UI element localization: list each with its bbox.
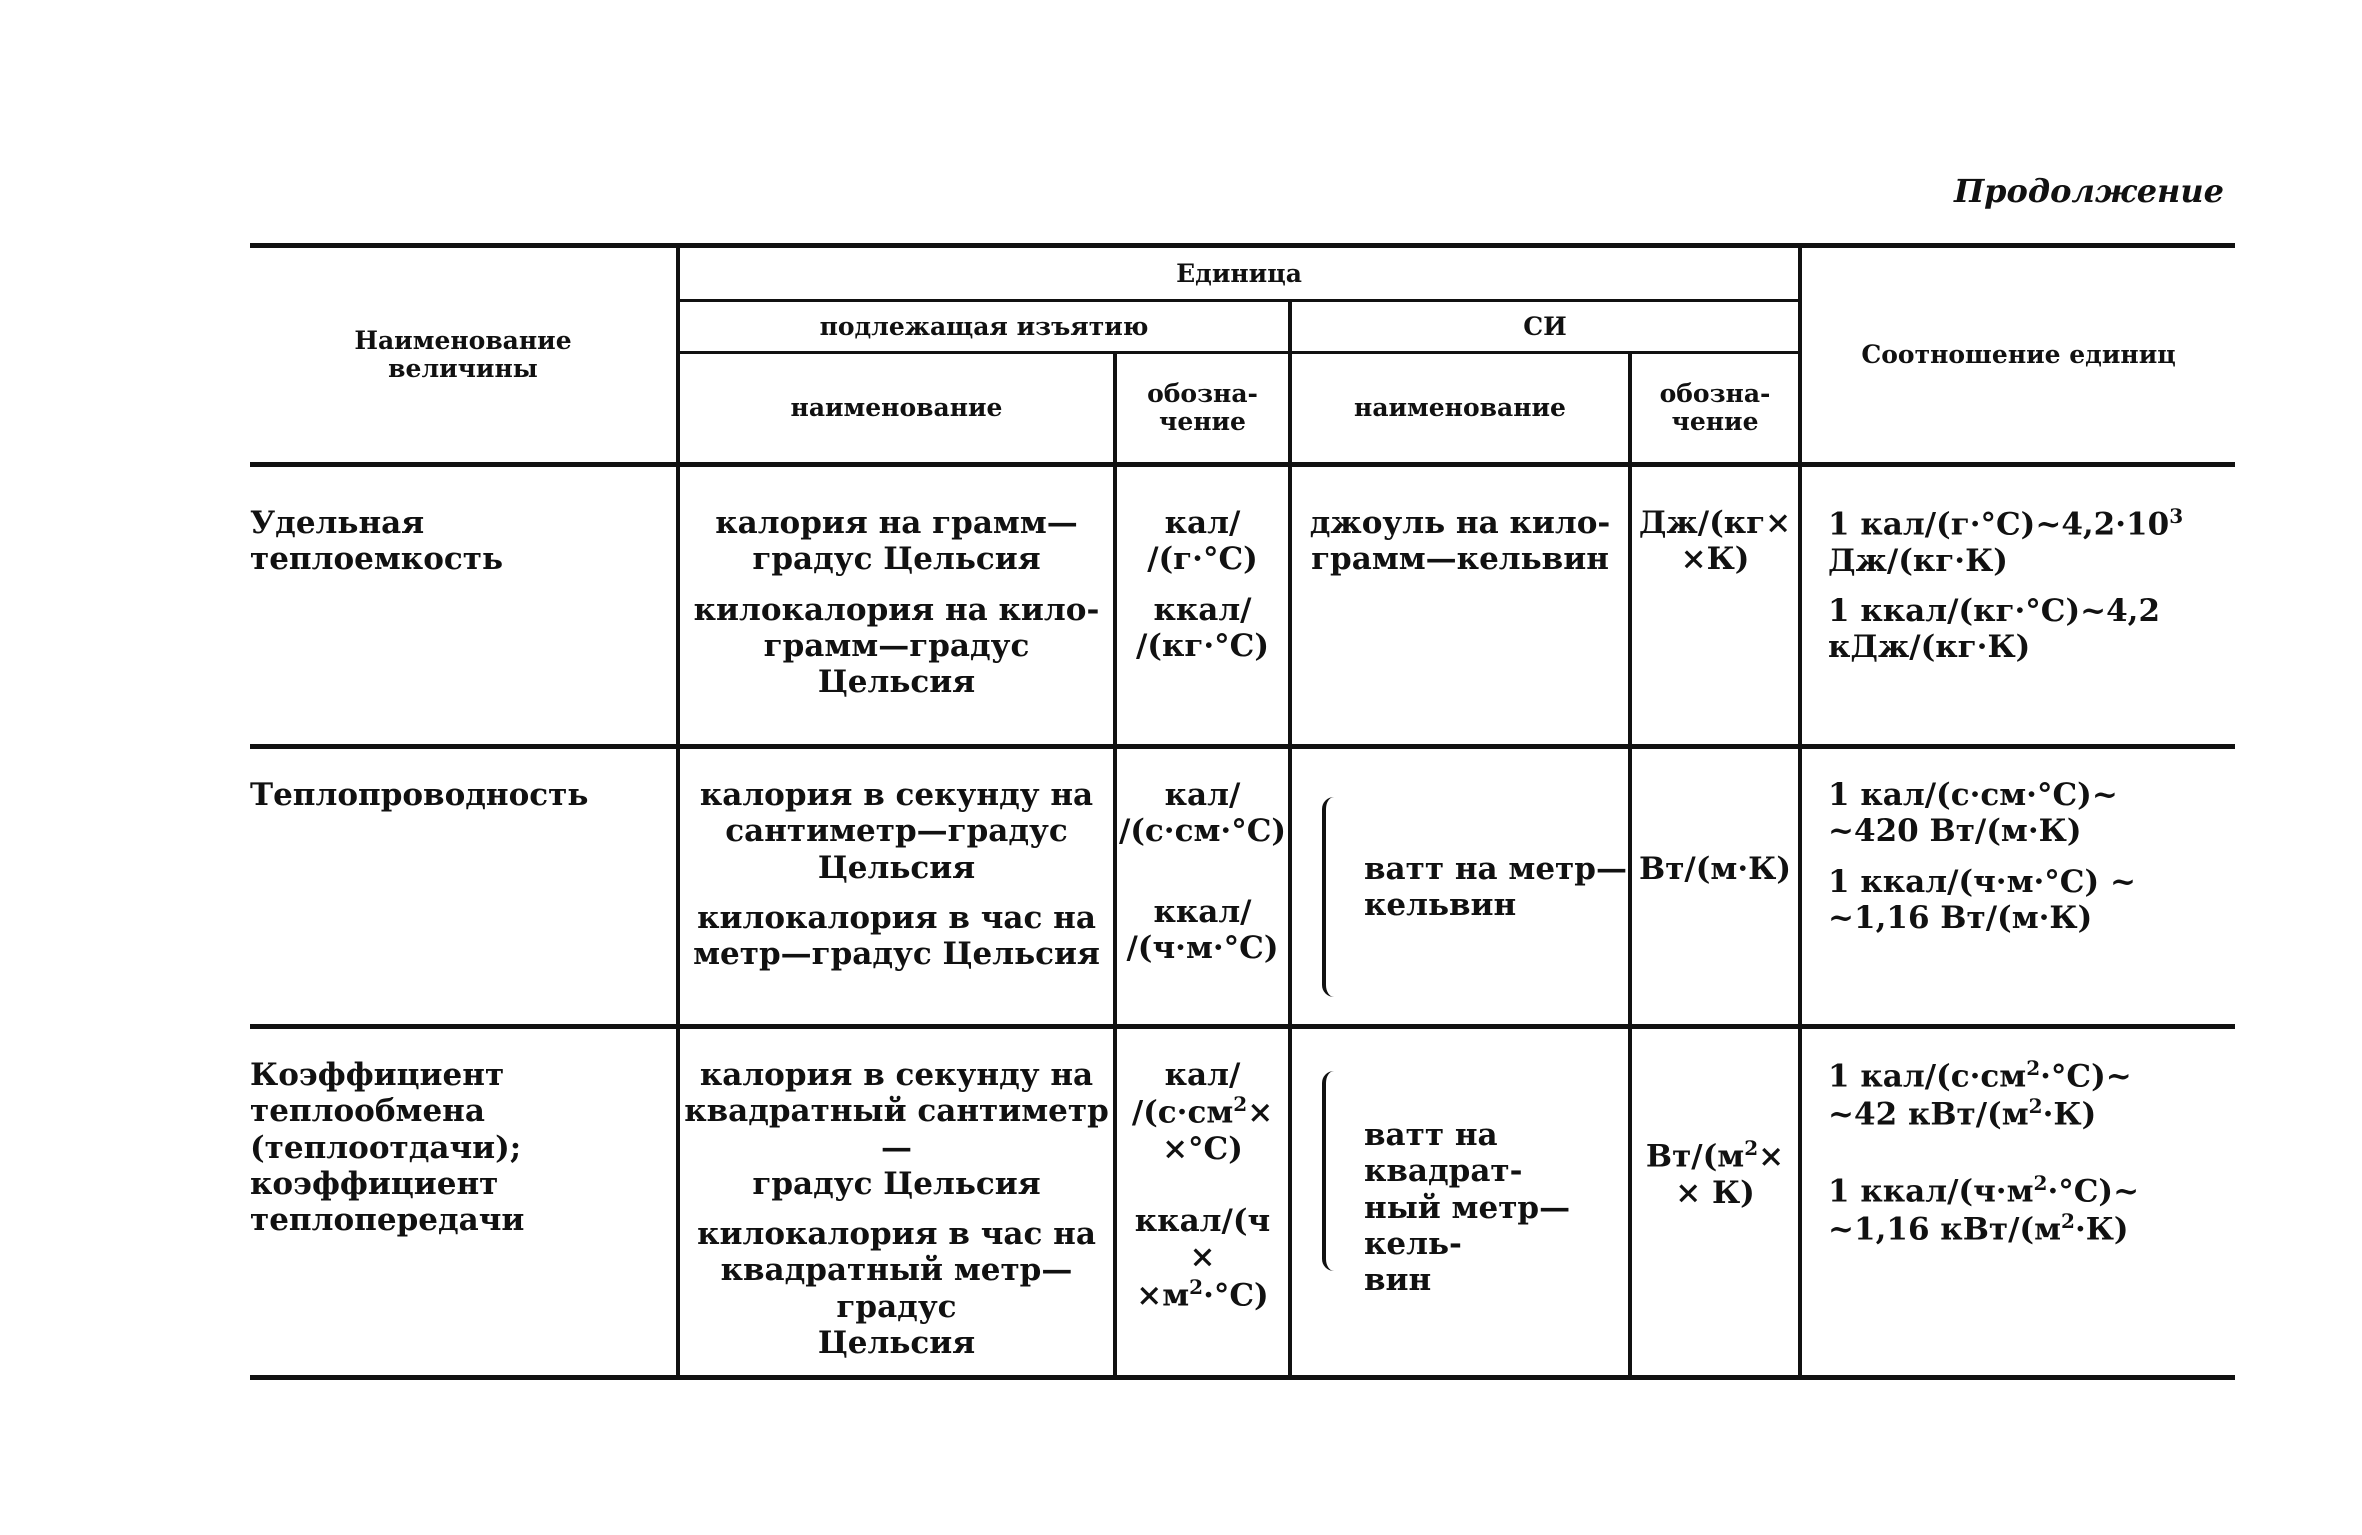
- quantity-name: Теплопроводность: [250, 747, 678, 1027]
- withdrawn-unit-symbols: кал/ $/(с\cdot см^2\times$ ×°С) ккал/(ч × $\times м^2\cdot^\circ С$): [1115, 1027, 1290, 1378]
- col-header-name: наименование: [678, 353, 1115, 465]
- si-unit-symbol: Дж/(кг× ×К): [1630, 465, 1800, 747]
- col-header-quantity: Наименование величины: [250, 246, 678, 465]
- withdrawn-unit-names: калория на грамм— градус Цельсия килокалория на кило- грамм—градус Цельсия: [678, 465, 1115, 747]
- withdrawn-unit-names: калория в секунду на сантиметр—градус Цельсия килокалория в час на метр—градус Цельсия: [678, 747, 1115, 1027]
- brace-icon: [1322, 797, 1342, 997]
- col-header-relation: Соотношение единиц: [1800, 246, 2235, 465]
- si-unit-symbol: Вт/(м·К): [1630, 747, 1800, 1027]
- quantity-name: Удельная теплоемкость: [250, 505, 503, 578]
- si-unit-name: джоуль на кило- грамм—кельвин: [1290, 465, 1630, 747]
- quantity-name: Коэффициент теплообмена (теплоотдачи); коэффициент теплопередачи: [250, 1027, 678, 1378]
- table-row: [250, 465, 2235, 747]
- brace-icon: [1322, 1071, 1342, 1271]
- si-unit-name: ватт на квадрат- ный метр—кель- вин: [1290, 1027, 1630, 1378]
- si-unit-name: ватт на метр— кельвин: [1290, 747, 1630, 1027]
- col-header-si: СИ: [1290, 301, 1800, 353]
- unit-relations: 1 кал/$(г\cdot^\circ С)\sim 4,2\cdot 10^3$ Дж/(кг·К) 1 ккал/(кг·°С)~4,2 кДж/(кг·К): [1800, 465, 2235, 747]
- col-header-si-name: наименование: [1290, 353, 1630, 465]
- unit-relations: 1 кал/(с·см·°С)~ ~420 Вт/(м·К) 1 ккал/(ч·м·°С) ~ ~1,16 Вт/(м·К): [1800, 747, 2235, 1027]
- units-table: [250, 243, 2235, 1380]
- col-header-si-symbol: обозна- чение: [1630, 353, 1800, 465]
- withdrawn-unit-names: калория в секунду на квадратный сантиметр— градус Цельсия килокалория в час на квадратный метр—градус Цельсия: [678, 1027, 1115, 1378]
- continuation-note: Продолжение: [1953, 172, 2224, 210]
- withdrawn-unit-symbols: кал/ /(с·см·°С) ккал/ /(ч·м·°С): [1115, 747, 1290, 1027]
- col-header-unit: Единица: [678, 246, 1800, 301]
- withdrawn-unit-symbols: кал/ /(г·°С) ккал/ /(кг·°С): [1115, 465, 1290, 747]
- col-header-symbol: обозна- чение: [1115, 353, 1290, 465]
- unit-relations: 1 кал/$(с\cdot см^2\cdot^\circ С)\sim$ ~42 кВт/$(м^2\cdot К)$ 1 ккал/$(ч\cdot м^2\cdot^\circ С)\sim$ ~1,16 кВт/$(м^2\cdot К)$: [1800, 1027, 2235, 1378]
- col-header-withdrawn: подлежащая изъятию: [678, 301, 1290, 353]
- table-row: [250, 1027, 2235, 1378]
- table-row: [250, 747, 2235, 1027]
- si-unit-symbol: $Вт/(м^2\times$ × К): [1630, 1027, 1800, 1378]
